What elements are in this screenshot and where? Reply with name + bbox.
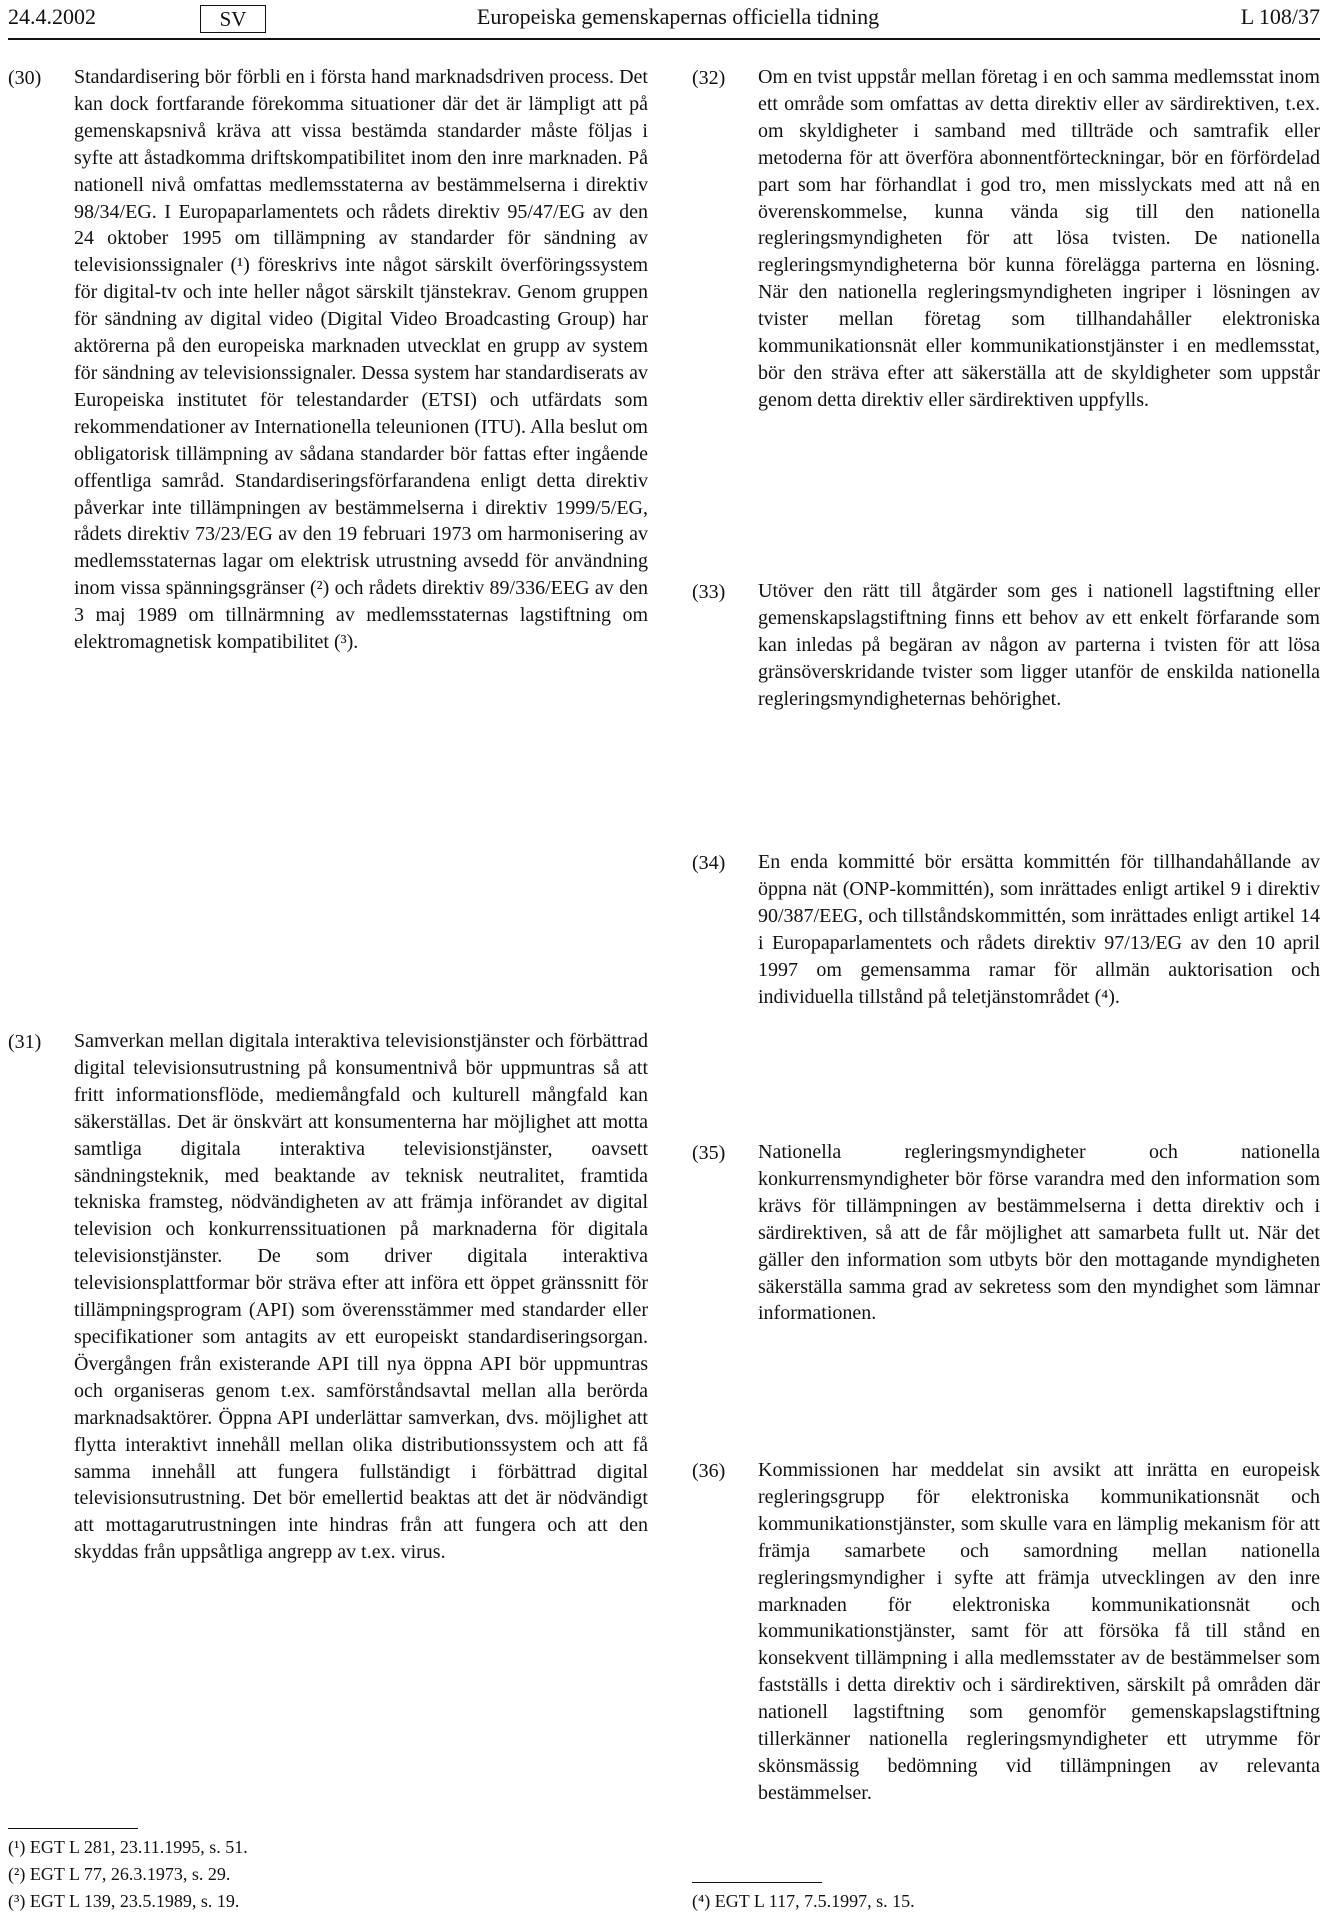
recital-number: (35) bbox=[692, 1142, 726, 1164]
publication-date: 24.4.2002 bbox=[8, 4, 96, 29]
recital-number: (30) bbox=[8, 67, 42, 89]
recital-text: Samverkan mellan digitala interaktiva televisionstjänster och förbättrad digital televisionsutrustning på konsumentnivå bör uppmuntras så att fritt informationsflöde, mediemångfald och kulturell mångfald kan säkerställas. Det är önskvärt att konsumenterna har möjlighet att motta samtliga digitala interaktiva televisionstjänster, oavsett sändningsteknik, med beaktande av teknisk neutralitet, framtida tekniska framsteg, nödvändigheten av att främja införandet av digital television och konkurrenssituationen på marknaderna för digitala televisionstjänster. De som driver digitala interaktiva televisionsplattformar bör sträva efter att införa ett öppet gränssnitt för tillämpningsprogram (API) som överensstämmer med standarder eller specifikationer som antagits av ett europeiskt standardiseringsorgan. Övergången från existerande API till nya öppna API bör uppmuntras och organiseras genom t.ex. samförståndsavtal mellan alla berörda marknadsaktörer. Öppna API underlättar samverkan, dvs. möjlighet att flytta interaktivt innehåll mellan olika distributionssystem och att få samma innehåll att fungera fullständigt i förbättrad digital televisionsutrustning. Det bör emellertid beaktas att det är nödvändigt att mottagarutrustningen inte hindras från att fungera och att den skyddas från uppsåtliga angrepp av t.ex. virus. bbox=[74, 1030, 648, 1564]
recital-text: Nationella regleringsmyndigheter och nationella konkurrensmyndigheter bör förse varandra med den information som krävs för tillämpningen av bestämmelserna i detta direktiv och i särdirektiven, så att de får möjlighet att samarbeta fullt ut. När det gäller den information som utbyts bör den mottagande myndigheten säkerställa samma grad av sekretess som den myndighet som lämnar informationen. bbox=[758, 1141, 1320, 1325]
footnote-4: (⁴) EGT L 117, 7.5.1997, s. 15. bbox=[692, 1891, 915, 1911]
page-header bbox=[8, 2, 1320, 34]
header-rule bbox=[8, 38, 1320, 40]
recital-text: Om en tvist uppstår mellan företag i en och samma medlemsstat inom ett område som omfattas av detta direktiv eller av särdirektiven, t.ex. om skyldigheter i samband med tillträde och samtrafik eller metoderna för att överföra abonnentförteckningar, bör en förfördelad part som har förhandlat i god tro, men misslyckats med att nå en överenskommelse, kunna vända sig till den nationella regleringsmyndigheten för att lösa tvisten. De nationella regleringsmyndigheterna bör kunna förelägga parterna en lösning. När den nationella regleringsmyndigheten ingriper i lösningen av tvister mellan företag som tillhandahåller elektroniska kommunikationsnät eller kommunikationstjänster i en medlemsstat, bör den sträva efter att säkerställa att de skyldigheter som uppstår genom detta direktiv eller särdirektiven uppfylls. bbox=[758, 66, 1320, 411]
recital-text: Kommissionen har meddelat sin avsikt att inrätta en europeisk regleringsgrupp för elektroniska kommunikationsnät och kommunikationstjänster, som skulle vara en lämplig mekanism för att främja samarbete och samordning mellan nationella regleringsmyndigher i syfte att främja utvecklingen av den inre marknaden för elektroniska kommunikationsnät och kommunikationstjänster, samt för att försöka få till stånd en konsekvent tillämpning i alla medlemsstater av de bestämmelser som fastställs i detta direktiv och i särdirektiven, särskilt på områden där nationell lagstiftning som genomför gemenskapslagstiftning tillerkänner nationella regleringsmyndigheter ett utrymme för skönsmässig bedömning vid tillämpningen av relevanta bestämmelser. bbox=[758, 1459, 1320, 1804]
recital-number: (33) bbox=[692, 581, 726, 603]
footnote-3: (³) EGT L 139, 23.5.1989, s. 19. bbox=[8, 1891, 240, 1911]
footnote-rule bbox=[8, 1828, 138, 1829]
recital-number: (31) bbox=[8, 1031, 42, 1053]
footnote-rule bbox=[692, 1882, 822, 1883]
language-badge: SV bbox=[200, 5, 266, 33]
recital-number: (34) bbox=[692, 852, 726, 874]
footnote-2: (²) EGT L 77, 26.3.1973, s. 29. bbox=[8, 1864, 231, 1884]
recital-text: Utöver den rätt till åtgärder som ges i nationell lagstiftning eller gemenskapslagstiftning finns ett behov av ett enkelt förfarande som kan inledas på begäran av någon av parterna i tvisten för att lösa gränsöverskridande tvister som ligger utanför de enskilda nationella regleringsmyndigheternas behörighet. bbox=[758, 580, 1320, 710]
recital-number: (32) bbox=[692, 67, 726, 89]
page-number: L 108/37 bbox=[1240, 4, 1320, 29]
recital-text: En enda kommitté bör ersätta kommittén för tillhandahållande av öppna nät (ONP-kommittén), som inrättades enligt artikel 9 i direktiv 90/387/EEG, och tillståndskommittén, som inrättades enligt artikel 14 i Europaparlamentets och rådets direktiv 97/13/EG av den 10 april 1997 om gemensamma ramar för allmän auktorisation och individuella tillstånd på teletjänstområdet (⁴). bbox=[758, 851, 1320, 1008]
recital-number: (36) bbox=[692, 1460, 726, 1482]
journal-title: Europeiska gemenskapernas officiella tidning bbox=[476, 4, 880, 29]
recital-text: Standardisering bör förbli en i första hand marknadsdriven process. Det kan dock fortfarande förekomma situationer där det är lämpligt att på gemenskapsnivå kräva att vissa bestämda standarder måste följas i syfte att åstadkomma driftskompatibilitet inom den inre marknaden. På nationell nivå omfattas medlemsstaterna av bestämmelserna i direktiv 98/34/EG. I Europaparlamentets och rådets direktiv 95/47/EG av den 24 oktober 1995 om tillämpning av standarder för sändning av televisionssignaler (¹) föreskrivs inte något särskilt överföringssystem för digital-tv och inte heller något särskilt tjänstekrav. Genom gruppen för sändning av digital video (Digital Video Broadcasting Group) har aktörerna på den europeiska marknaden utvecklat en grupp av system för sändning av televisionssignaler. Dessa system har standardiserats av Europeiska institutet för telestandarder (ETSI) och utfärdats som rekommendationer av Internationella teleunionen (ITU). Alla beslut om obligatorisk tillämpning av sådana standarder bör fattas efter ingående offentliga samråd. Standardiseringsförfarandena enligt detta direktiv påverkar inte tillämpningen av bestämmelserna i direktiv 1999/5/EG, rådets direktiv 73/23/EG av den 19 februari 1973 om harmonisering av medlemsstaternas lagar om elektrisk utrustning avsedd för användning inom vissa spänningsgränser (²) och rådets direktiv 89/336/EEG av den 3 maj 1989 om tillnärmning av medlemsstaternas lagstiftning om elektromagnetisk kompatibilitet (³). bbox=[74, 66, 648, 654]
footnote-1: (¹) EGT L 281, 23.11.1995, s. 51. bbox=[8, 1837, 248, 1857]
